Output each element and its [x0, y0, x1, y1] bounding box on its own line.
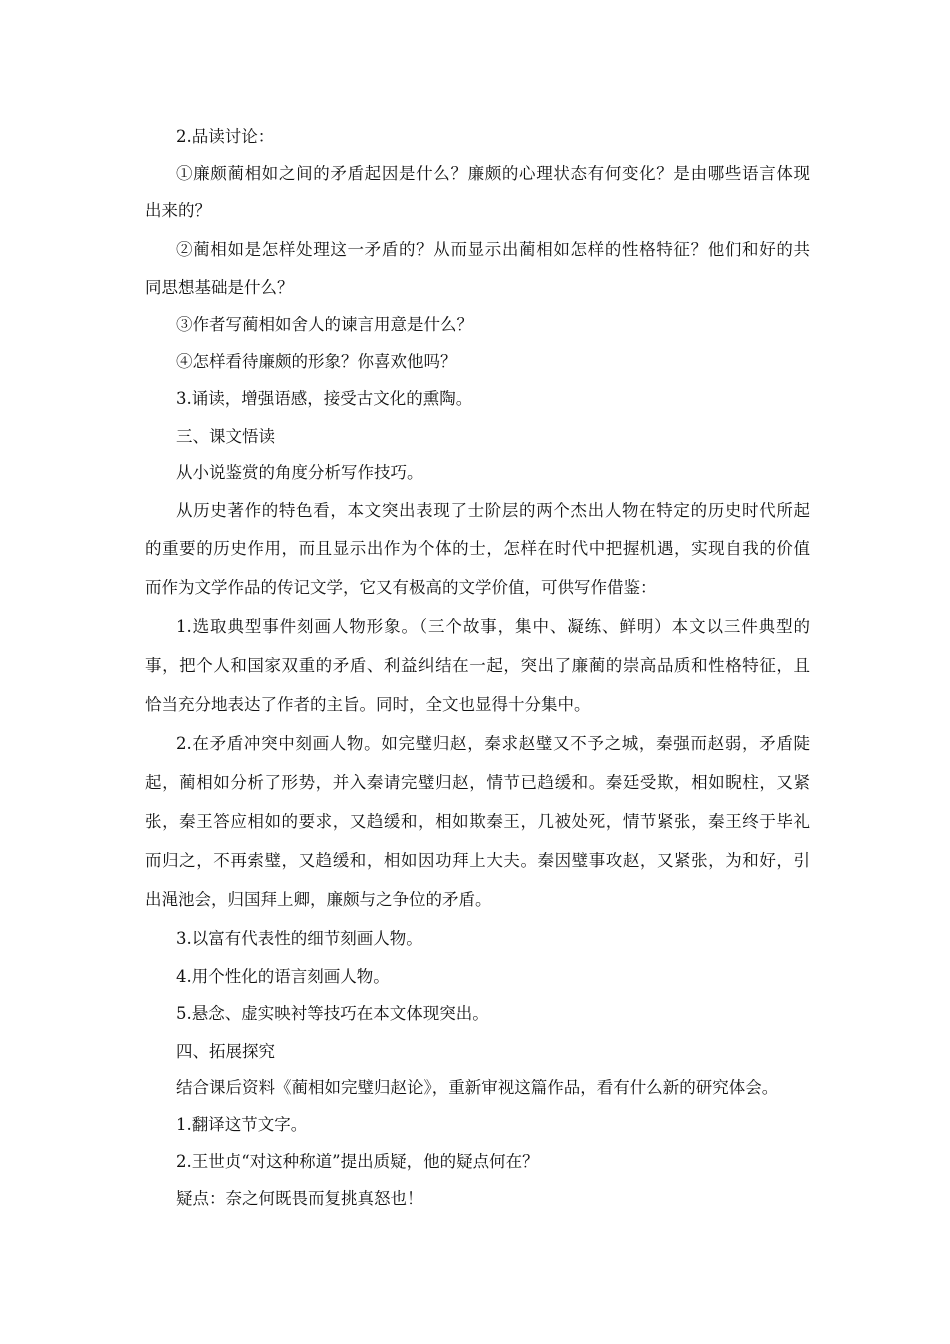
- paragraph-line: 张，秦王答应相如的要求，又趋缓和，相如欺秦王，几被处死，情节紧张，秦王终于毕礼: [145, 812, 810, 831]
- paragraph-line: 恰当充分地表达了作者的主旨。同时，全文也显得十分集中。: [145, 695, 591, 714]
- paragraph-line: 1.选取典型事件刻画人物形象。（三个故事，集中、凝练、鲜明）本文以三件典型的: [176, 617, 810, 636]
- question-2-line-2: 同思想基础是什么？: [145, 278, 294, 297]
- paragraph-line: 而归之，不再索璧，又趋缓和，相如因功拜上大夫。秦因璧事攻赵，又紧张，为和好，引: [145, 851, 810, 870]
- question-4: ④怎样看待廉颇的形象？你喜欢他吗？: [176, 352, 457, 371]
- paragraph-line: 疑点：奈之何既畏而复挑真怒也！: [176, 1189, 424, 1208]
- paragraph-line: 2.王世贞“对这种称道”提出质疑，他的疑点何在？: [176, 1152, 539, 1171]
- paragraph-line: 从小说鉴赏的角度分析写作技巧。: [176, 463, 424, 482]
- section-heading: 2.品读讨论：: [176, 127, 275, 146]
- question-1-line-1: ①廉颇蔺相如之间的矛盾起因是什么？廉颇的心理状态有何变化？是由哪些语言体现: [176, 164, 810, 183]
- question-3: ③作者写蔺相如舍人的谏言用意是什么？: [176, 315, 473, 334]
- section-heading: 三、课文悟读: [176, 427, 275, 446]
- paragraph-line: 事，把个人和国家双重的矛盾、利益纠结在一起，突出了廉蔺的崇高品质和性格特征，且: [145, 656, 810, 675]
- recite-paragraph: 3.诵读，增强语感，接受古文化的熏陶。: [176, 389, 473, 408]
- paragraph-line: 3.以富有代表性的细节刻画人物。: [176, 929, 423, 948]
- paragraph-line: 4.用个性化的语言刻画人物。: [176, 967, 390, 986]
- question-1-line-2: 出来的？: [145, 201, 211, 220]
- paragraph-line: 从历史著作的特色看，本文突出表现了士阶层的两个杰出人物在特定的历史时代所起: [176, 501, 810, 520]
- paragraph-line: 5.悬念、虚实映衬等技巧在本文体现突出。: [176, 1004, 489, 1023]
- paragraph-line: 1.翻译这节文字。: [176, 1115, 308, 1134]
- paragraph-line: 2.在矛盾冲突中刻画人物。如完璧归赵，秦求赵璧又不予之城，秦强而赵弱，矛盾陡: [176, 734, 810, 753]
- paragraph-line: 的重要的历史作用，而且显示出作为个体的士，怎样在时代中把握机遇，实现自我的价值: [145, 539, 810, 558]
- question-2-line-1: ②蔺相如是怎样处理这一矛盾的？从而显示出蔺相如怎样的性格特征？他们和好的共: [176, 240, 810, 259]
- paragraph-line: 起，蔺相如分析了形势，并入秦请完璧归赵，情节已趋缓和。秦廷受欺，相如睨柱，又紧: [145, 773, 810, 792]
- paragraph-line: 而作为文学作品的传记文学，它又有极高的文学价值，可供写作借鉴：: [145, 578, 657, 597]
- section-heading: 四、拓展探究: [176, 1042, 275, 1061]
- paragraph-line: 出渑池会，归国拜上卿，廉颇与之争位的矛盾。: [145, 890, 492, 909]
- paragraph-line: 结合课后资料《蔺相如完璧归赵论》，重新审视这篇作品，看有什么新的研究体会。: [176, 1078, 779, 1097]
